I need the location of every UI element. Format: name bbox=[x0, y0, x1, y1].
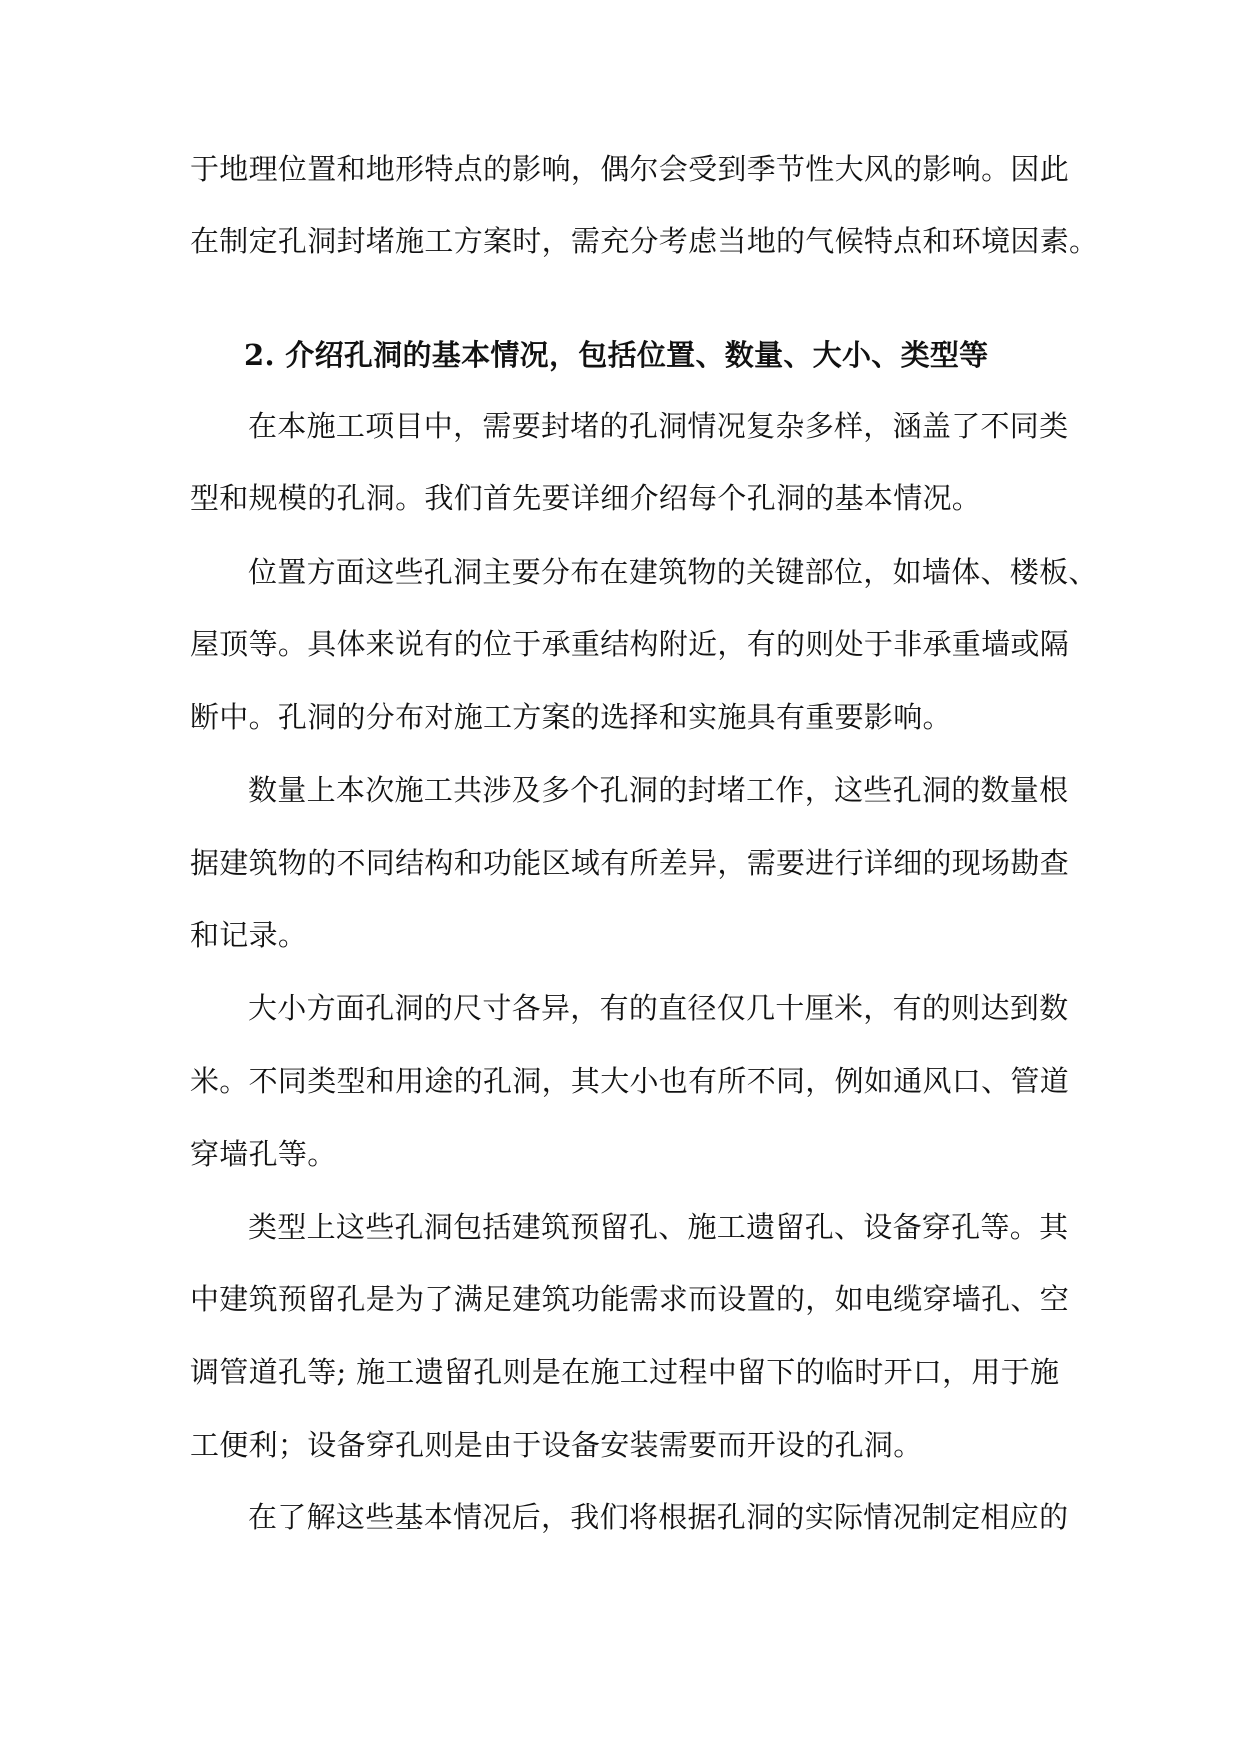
text-line: 在了解这些基本情况后，我们将根据孔洞的实际情况制定相应的 bbox=[248, 1500, 1069, 1534]
text-line: 数量上本次施工共涉及多个孔洞的封堵工作，这些孔洞的数量根 bbox=[248, 773, 1069, 807]
text-line: 大小方面孔洞的尺寸各异，有的直径仅几十厘米，有的则达到数 bbox=[248, 991, 1069, 1025]
section-heading: 2. 介绍孔洞的基本情况，包括位置、数量、大小、类型等 bbox=[244, 338, 989, 372]
text-line: 在本施工项目中，需要封堵的孔洞情况复杂多样，涵盖了不同类 bbox=[248, 409, 1069, 443]
text-line: 穿墙孔等。 bbox=[190, 1137, 337, 1171]
text-line: 米。不同类型和用途的孔洞，其大小也有所不同，例如通风口、管道 bbox=[190, 1064, 1070, 1098]
text-line: 据建筑物的不同结构和功能区域有所差异，需要进行详细的现场勘查 bbox=[190, 846, 1070, 880]
text-line: 在制定孔洞封堵施工方案时，需充分考虑当地的气候特点和环境因素。 bbox=[190, 224, 1099, 258]
text-line: 屋顶等。具体来说有的位于承重结构附近，有的则处于非承重墙或隔 bbox=[190, 627, 1070, 661]
text-line: 断中。孔洞的分布对施工方案的选择和实施具有重要影响。 bbox=[190, 700, 952, 734]
text-line: 型和规模的孔洞。我们首先要详细介绍每个孔洞的基本情况。 bbox=[190, 481, 982, 515]
text-line: 于地理位置和地形特点的影响，偶尔会受到季节性大风的影响。因此 bbox=[190, 152, 1070, 186]
text-line: 中建筑预留孔是为了满足建筑功能需求而设置的，如电缆穿墙孔、空 bbox=[190, 1282, 1070, 1316]
text-line: 调管道孔等; 施工遗留孔则是在施工过程中留下的临时开口，用于施 bbox=[190, 1355, 1060, 1389]
text-line: 和记录。 bbox=[190, 918, 308, 952]
text-line: 工便利；设备穿孔则是由于设备安装需要而开设的孔洞。 bbox=[190, 1428, 923, 1462]
text-line: 位置方面这些孔洞主要分布在建筑物的关键部位，如墙体、楼板、 bbox=[248, 555, 1098, 589]
text-line: 类型上这些孔洞包括建筑预留孔、施工遗留孔、设备穿孔等。其 bbox=[248, 1210, 1069, 1244]
